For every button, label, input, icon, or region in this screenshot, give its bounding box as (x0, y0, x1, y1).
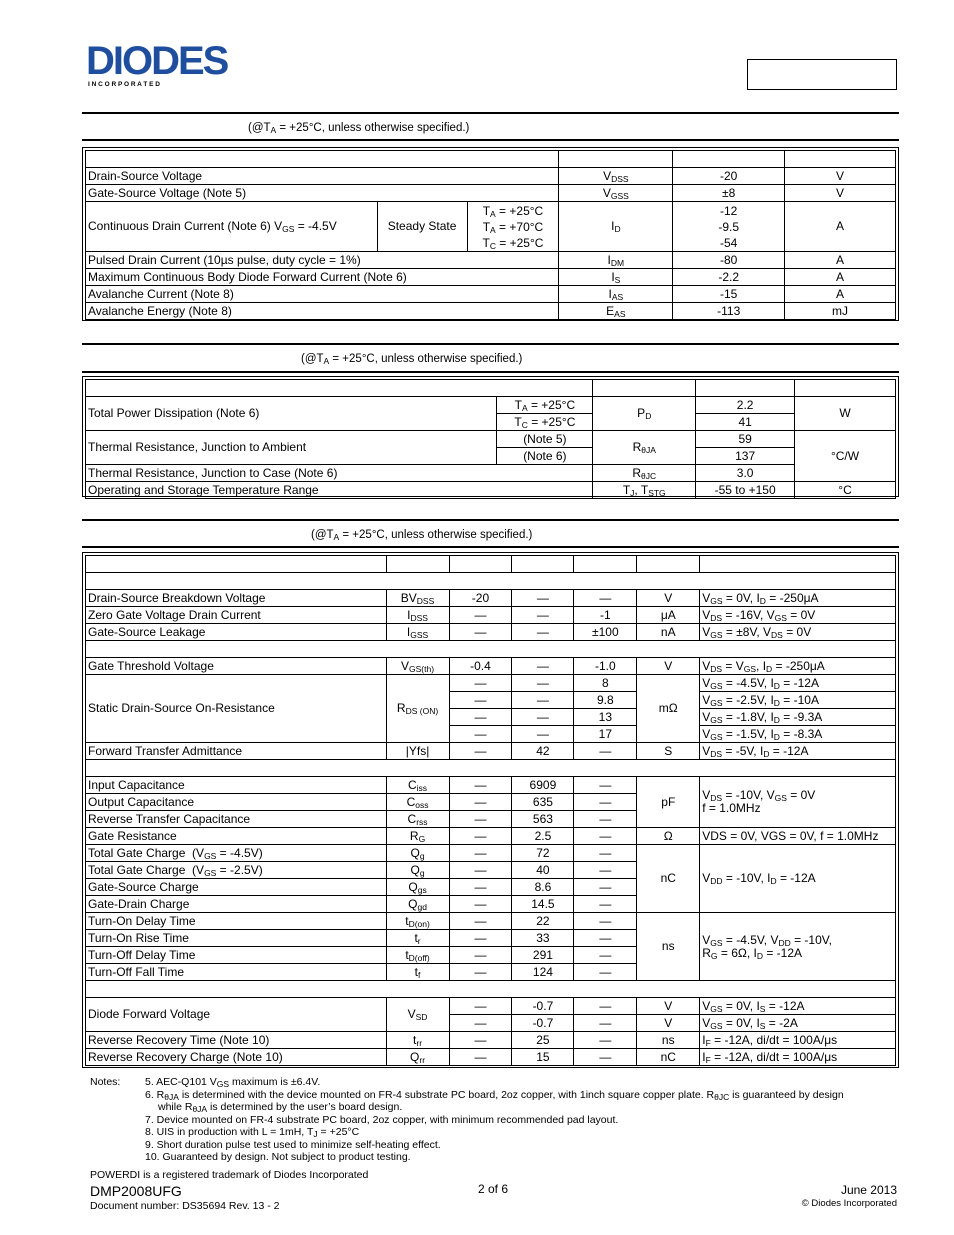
table-row: Reverse Recovery Charge (Note 10) $Q_{rr}$ — 15 — nC $I_F = -12A$, di/dt = 100A/μs (86, 1049, 896, 1066)
diodes-logo (86, 40, 261, 90)
table-row: Static Drain-Source On-Resistance $R_{DS (ON)}$ — — 8 mΩ $V_{GS} = -4.5V$, $I_D = -12A$ (86, 675, 896, 692)
svg-text:DIODES: DIODES (86, 40, 228, 83)
table-row: (Note 6) 137 (86, 448, 896, 465)
table-row: Drain-Source Voltage $V_{DSS}$ -20 V (86, 168, 896, 185)
table-row: Total Gate Charge $(V_{GS} = -2.5V)$ $Q_g$ — 40 — (86, 862, 896, 879)
table-row: Gate Threshold Voltage $V_{GS(th)}$ -0.4 — -1.0 V $V_{DS} = V_{GS}$, $I_D = -250\mu A$ (86, 658, 896, 675)
table-row: Reverse Recovery Time (Note 10) $t_{rr}$ — 25 — ns $I_F = -12A$, di/dt = 100A/μs (86, 1032, 896, 1049)
table-row: Input Capacitance $C_{iss}$ — 6909 — pF $V_{DS} = -10V$, $V_{GS} = 0V$ f = 1.0MHz (86, 777, 896, 794)
footer-copyright: © Diodes Incorporated (801, 1198, 897, 1209)
table-subheader-row (86, 641, 896, 658)
table-row: Thermal Resistance, Junction to Ambient (Note 5) $R_{\theta JA}$ 59 °C/W (86, 431, 896, 448)
part-number-box (747, 59, 897, 90)
electrical-table (85, 555, 896, 1066)
electrical-condition: ($@T_A = +25^\circ C$, unless otherwise specified.) (311, 529, 533, 542)
table-row: Forward Transfer Admittance |Yfs| — 42 — S $V_{DS} = -5V$, $I_D = -12A$ (86, 743, 896, 760)
section-rule (82, 519, 899, 521)
table-row: Drain-Source Breakdown Voltage $BV_{DSS}$ -20 — — V $V_{GS} = 0V$, $I_D = -250\mu A$ (86, 590, 896, 607)
table-row: Gate Resistance $R_G$ — 2.5 — Ω VDS = 0V, VGS = 0V, f = 1.0MHz (86, 828, 896, 845)
table-row: $T_C = +25^\circ C$ 41 (86, 414, 896, 431)
note-item: 10. Guaranteed by design. Not subject to product testing. (145, 1151, 411, 1163)
section-rule (82, 546, 899, 548)
table-row: Gate-Drain Charge $Q_{gd}$ — 14.5 — (86, 896, 896, 913)
table-row: Diode Forward Voltage $V_{SD}$ — -0.7 — V $V_{GS} = 0V$, $I_S = -12A$ (86, 998, 896, 1015)
note-item: 8. UIS in production with L = 1mH, $T_J = +25^\circ C$ (145, 1126, 360, 1139)
note-item: 7. Device mounted on FR-4 substrate PC board, 2oz copper, with minimum recommended pad layout. (145, 1113, 619, 1126)
table-row: — -0.7 — V $V_{GS} = 0V$, $I_S = -2A$ (86, 1015, 896, 1032)
thermal-table (85, 379, 896, 499)
max-ratings-table (85, 150, 896, 320)
table-subheader-row (86, 981, 896, 998)
table-row: Continuous Drain Current (Note 6) $V_{GS} = -4.5V$ Steady State $T_A = +25^\circ C$ $T_A = +70^\circ C$ $T_C = +25^\circ C$ $I_D$ -12 -9.5 -54 A (86, 202, 896, 252)
notes-label: Notes: (90, 1076, 121, 1088)
section-rule (82, 139, 899, 141)
max-ratings-condition: ($@T_A = +25^\circ C$, unless otherwise specified.) (248, 122, 470, 135)
section-rule (82, 343, 899, 345)
table-row: Avalanche Energy (Note 8) $E_{AS}$ -113 mJ (86, 303, 896, 320)
footer-part-number: DMP2008UFG (90, 1183, 182, 1199)
footer-document-number: Document number: DS35694 Rev. 13 - 2 (90, 1200, 280, 1212)
footer-date: June 2013 (840, 1183, 897, 1197)
note-item: while $R_{\theta JA}$ is determined by the user’s board design. (158, 1101, 403, 1114)
page-number: 2 of 6 (478, 1182, 509, 1196)
table-row: Turn-Off Fall Time $t_f$ — 124 — (86, 964, 896, 981)
table-row: Maximum Continuous Body Diode Forward Current (Note 6) $I_S$ -2.2 A (86, 269, 896, 286)
table-row: Turn-On Delay Time $t_{D(on)}$ — 22 — ns $V_{GS} = -4.5V$, $V_{DD} = -10V$, $R_G = 6\Omega$, $I_D = -12A$ (86, 913, 896, 930)
table-row: Turn-Off Delay Time $t_{D(off)}$ — 291 — (86, 947, 896, 964)
table-row: Total Gate Charge $(V_{GS} = -4.5V)$ $Q_g$ — 72 — nC $V_{DD} = -10V$, $I_D = -12A$ (86, 845, 896, 862)
table-row: — — 17 $V_{GS} = -1.5V$, $I_D = -8.3A$ (86, 726, 896, 743)
table-subheader-row (86, 573, 896, 590)
table-row: Avalanche Current (Note 8) $I_{AS}$ -15 A (86, 286, 896, 303)
table-header-row (86, 556, 896, 573)
table-row: Output Capacitance $C_{oss}$ — 635 — (86, 794, 896, 811)
table-row: — — 13 $V_{GS} = -1.8V$, $I_D = -9.3A$ (86, 709, 896, 726)
table-row: Reverse Transfer Capacitance $C_{rss}$ — 563 — (86, 811, 896, 828)
table-header-row (86, 380, 896, 397)
table-header-row (86, 151, 896, 168)
note-item: 6. $R_{\theta JA}$ is determined with the device mounted on FR-4 substrate PC board, 2oz copper, with 1inch square copper plate. $R_{\theta JC}$ is guaranteed by design (145, 1088, 844, 1102)
trademark-note: POWERDI is a registered trademark of Diodes Incorporated (90, 1169, 369, 1181)
table-row: Gate-Source Voltage (Note 5) $V_{GSS}$ ±8 V (86, 185, 896, 202)
table-row: Pulsed Drain Current (10µs pulse, duty cycle = 1%) $I_{DM}$ -80 A (86, 252, 896, 269)
note-item: 5. AEC-Q101 $V_{GS}$ maximum is ±6.4V. (145, 1076, 321, 1089)
thermal-condition: ($@T_A = +25^\circ C$, unless otherwise specified.) (301, 353, 523, 366)
svg-text:I N C O R P O R A T E D: I N C O R P O R A T E D (88, 81, 160, 88)
table-row: Total Power Dissipation (Note 6) $T_A = +25^\circ C$ $P_D$ 2.2 W (86, 397, 896, 414)
table-row: Gate-Source Charge $Q_{gs}$ — 8.6 — (86, 879, 896, 896)
table-row: — — 9.8 $V_{GS} = -2.5V$, $I_D = -10A$ (86, 692, 896, 709)
table-row: Zero Gate Voltage Drain Current $I_{DSS}$ — — -1 μA $V_{DS} = -16V$, $V_{GS} = 0V$ (86, 607, 896, 624)
table-row: Operating and Storage Temperature Range $T_J$, $T_{STG}$ -55 to +150 °C (86, 482, 896, 499)
table-row: Gate-Source Leakage $I_{GSS}$ — — ±100 nA $V_{GS} = \pm 8V$, $V_{DS} = 0V$ (86, 624, 896, 641)
table-row: Thermal Resistance, Junction to Case (Note 6) $R_{\theta JC}$ 3.0 (86, 465, 896, 482)
note-item: 9. Short duration pulse test used to minimize self-heating effect. (145, 1138, 441, 1151)
table-subheader-row (86, 760, 896, 777)
header-rule (82, 112, 899, 114)
section-rule (82, 371, 899, 373)
table-row: Turn-On Rise Time $t_r$ — 33 — (86, 930, 896, 947)
